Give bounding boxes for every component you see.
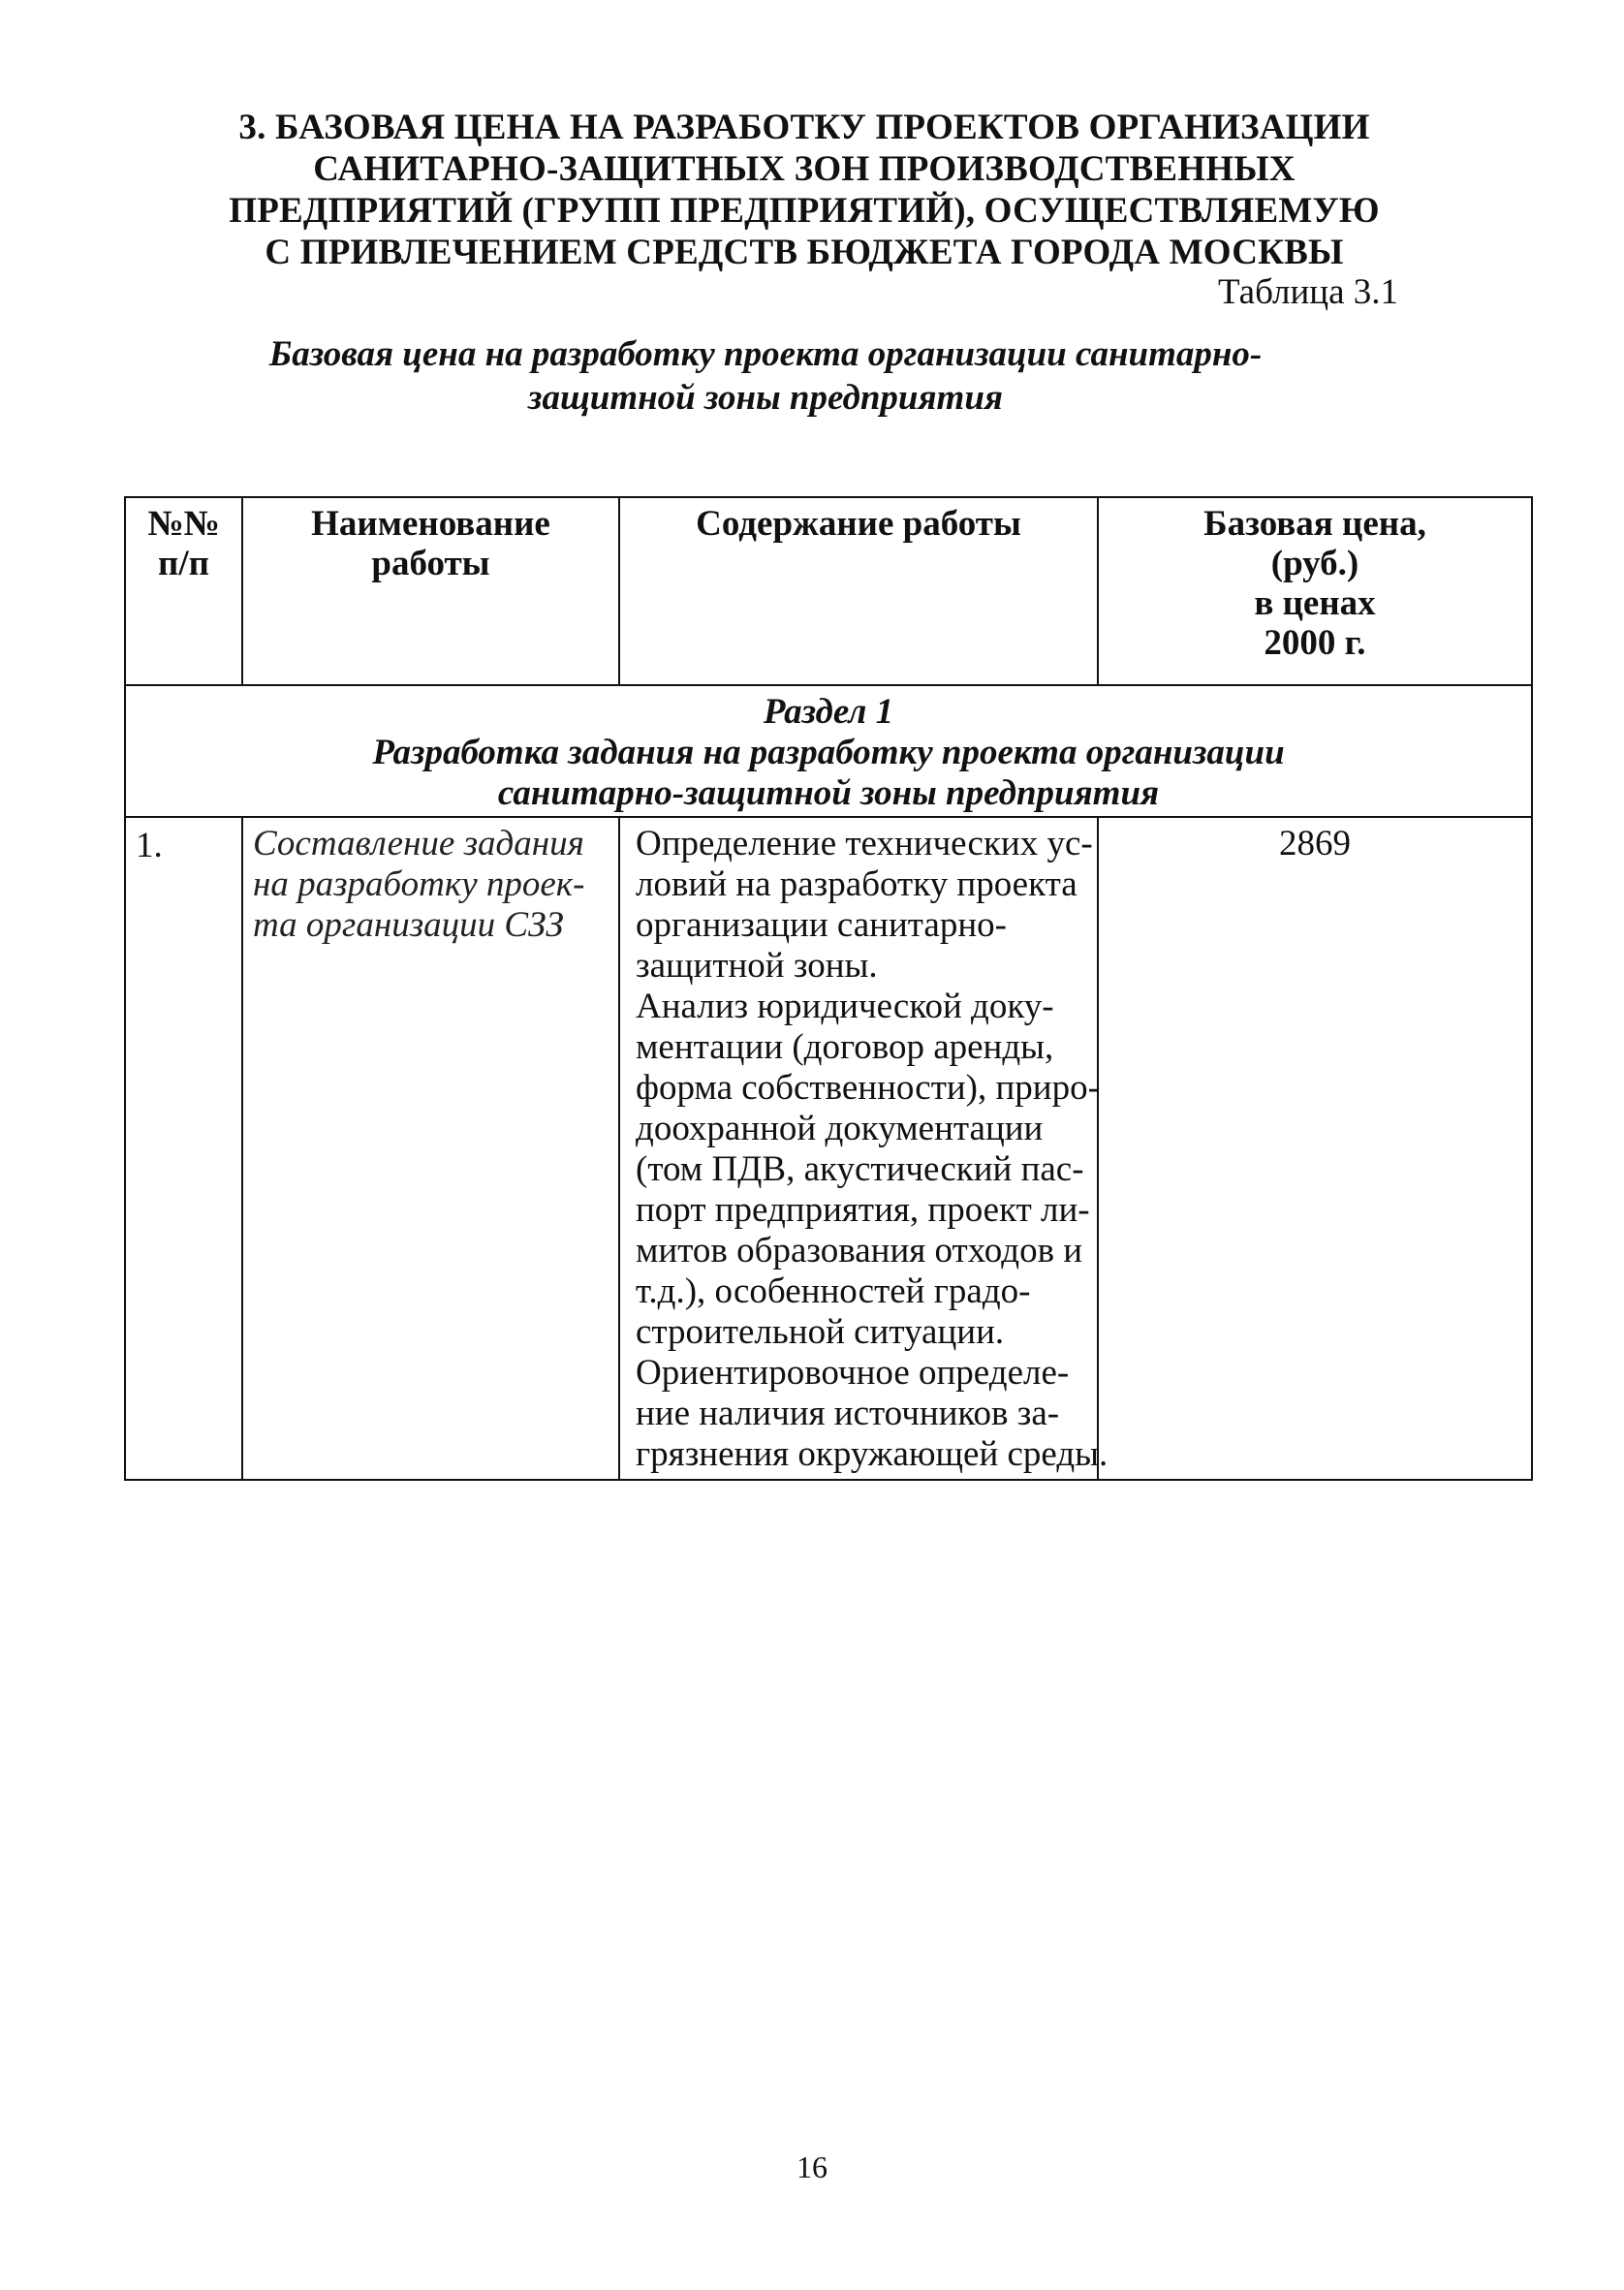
caption-line: Базовая цена на разработку проекта организации санитарно- <box>268 334 1263 374</box>
header-name-line: работы <box>371 544 490 583</box>
table-row <box>125 817 1532 1480</box>
row-content-line: форма собственности), приро- <box>636 1068 1100 1108</box>
heading-line: САНИТАРНО-ЗАЩИТНЫХ ЗОН ПРОИЗВОДСТВЕННЫХ <box>313 149 1296 189</box>
row-content-line: порт предприятия, проект ли- <box>636 1190 1090 1230</box>
row-name-line: та организации СЗЗ <box>253 905 564 945</box>
heading-line: С ПРИВЛЕЧЕНИЕМ СРЕДСТВ БЮДЖЕТА ГОРОДА МОСКВЫ <box>265 233 1344 272</box>
row-content-line: защитной зоны. <box>636 946 878 986</box>
row-name-line: на разработку проек- <box>253 864 585 904</box>
section-cell <box>125 685 1532 817</box>
table-caption <box>155 332 1376 420</box>
table-label: Таблица 3.1 <box>1218 272 1398 312</box>
row-price: 2869 <box>1098 817 1532 1480</box>
row-content-line: ментации (договор аренды, <box>636 1027 1054 1067</box>
header-number <box>125 497 242 685</box>
row-number: 1. <box>125 817 242 1480</box>
section-row <box>125 685 1532 817</box>
row-content-line: доохранной документации <box>636 1109 1044 1148</box>
row-content-line: строительной ситуации. <box>636 1312 1005 1352</box>
row-content-line: Анализ юридической доку- <box>636 987 1054 1026</box>
header-price-line: Базовая цена, <box>1203 504 1426 544</box>
header-name-line: Наименование <box>311 504 550 544</box>
row-content-line: ловий на разработку проекта <box>636 864 1077 904</box>
row-content-line: митов образования отходов и <box>636 1231 1083 1270</box>
header-price <box>1098 497 1532 685</box>
row-content-line: (том ПДВ, акустический пас- <box>636 1149 1084 1189</box>
page-number: 16 <box>796 2149 828 2184</box>
row-name-line: Составление задания <box>253 824 584 863</box>
table-header-row <box>125 497 1532 685</box>
row-content-line: грязнения окружающей среды. <box>636 1434 1109 1474</box>
caption-line: защитной зоны предприятия <box>528 378 1003 418</box>
header-content-line: Содержание работы <box>696 504 1021 544</box>
price-table <box>124 496 1533 1481</box>
header-price-line: в ценах <box>1254 583 1376 623</box>
section-heading <box>165 107 1444 273</box>
header-number-line: №№ <box>147 504 220 544</box>
header-name <box>242 497 619 685</box>
row-content-line: Ориентировочное определе- <box>636 1353 1070 1393</box>
row-content-line: Определение технических ус- <box>636 824 1093 863</box>
section-line: санитарно-защитной зоны предприятия <box>497 773 1160 813</box>
row-content-line: организации санитарно- <box>636 905 1007 945</box>
section-line: Разработка задания на разработку проекта организации <box>372 733 1285 772</box>
header-number-line: п/п <box>158 544 209 583</box>
header-price-line: (руб.) <box>1270 544 1359 583</box>
row-content-line: т.д.), особенностей градо- <box>636 1271 1031 1311</box>
row-content <box>619 817 1109 1480</box>
row-content-line: ние наличия источников за- <box>636 1394 1060 1433</box>
row-name <box>242 817 619 1480</box>
heading-line: ПРЕДПРИЯТИЙ (ГРУПП ПРЕДПРИЯТИЙ), ОСУЩЕСТВЛЯЕМУЮ <box>229 191 1380 231</box>
header-price-line: 2000 г. <box>1264 623 1366 663</box>
heading-line: 3. БАЗОВАЯ ЦЕНА НА РАЗРАБОТКУ ПРОЕКТОВ ОРГАНИЗАЦИИ <box>238 108 1370 147</box>
section-title: Раздел 1 <box>763 692 894 732</box>
header-content <box>619 497 1098 685</box>
